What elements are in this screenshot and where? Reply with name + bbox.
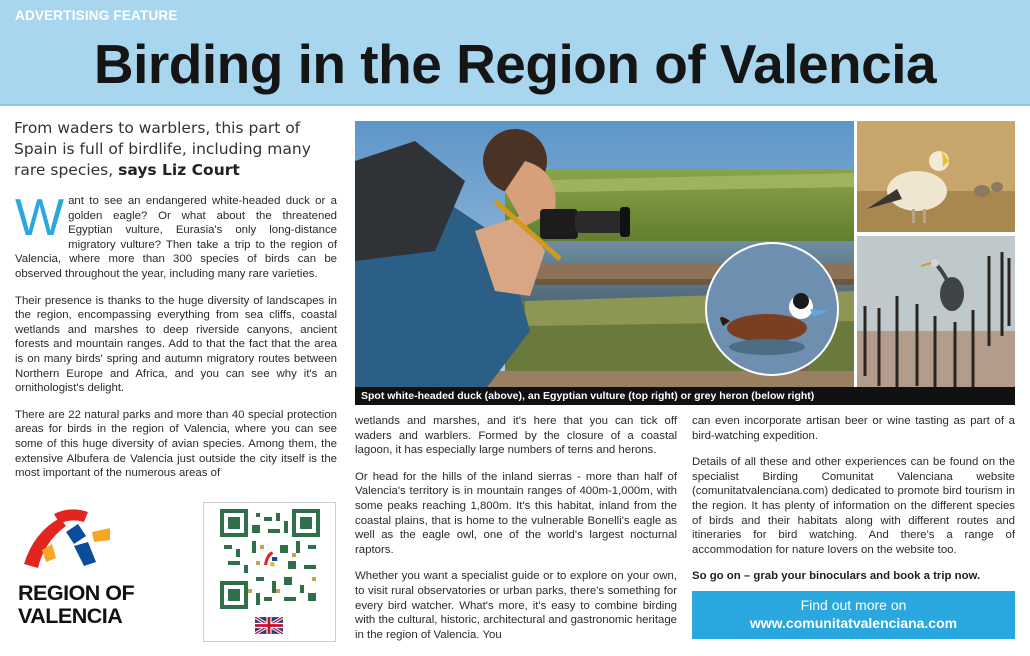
qr-code-box[interactable] (203, 502, 336, 642)
photo-egyptian-vulture (857, 121, 1015, 232)
paragraph-7: can even incorporate artisan beer or wine tasting as part of a bird-watching expedition. (692, 415, 1015, 442)
logo-line1: REGION OF (18, 581, 135, 605)
column-middle (355, 414, 677, 654)
photo-photographer (355, 121, 854, 403)
standfirst-text: From waders to warblers, this part of Spain is full of birdlife, including many rare species, (14, 119, 311, 179)
paragraph-5: Or head for the hills of the inland sierras - more than half of Valencia's territory is in mountain ranges of 400m-1,000m, with some peaks reaching 1,800m. It's this habitat, inland from the coastal plains, that is home to the vulnerable Bonelli's eagle as well as the eagle owl, one of the world's largest nocturnal raptors. (355, 470, 677, 556)
uk-flag-icon[interactable] (255, 617, 283, 634)
qr-code-icon[interactable] (220, 509, 320, 609)
paragraph-4: wetlands and marshes, and it's here that you can tick off waders and warblers. Formed by the closure of a coastal lagoon, it has especially large numbers of terns and herons. (355, 415, 677, 457)
sign-off: So go on – grab your binoculars and book a trip now. (692, 570, 981, 583)
heron-illustration (857, 236, 1015, 403)
logo-text (18, 582, 134, 628)
paragraph-3: There are 22 natural parks and more than 40 special protection areas for birds in the region of Valencia, where you can see some of this huge diversity of avian species. Among them, the extensive Albufera de Valencia just outside the city itself is the most important of the numerous areas of (15, 408, 337, 480)
logo-line2: VALENCIA (18, 604, 123, 628)
paragraph-6: Whether you want a specialist guide or to explore on your own, to visit rural observatories or urban parks, there's something for every bird watcher. What's more, it's easy to combine birding with the cultural, historic, architectural and gastronomic heritage in the region of Valencia. You (355, 570, 677, 641)
photo-caption: Spot white-headed duck (above), an Egyptian vulture (top right) or grey heron (below right) (355, 387, 1015, 405)
advertising-tag: ADVERTISING FEATURE (15, 8, 178, 23)
drop-cap: W (15, 189, 65, 247)
photo-grey-heron (857, 236, 1015, 403)
cta-line1: Find out more on (800, 597, 907, 613)
byline: says Liz Court (118, 161, 240, 179)
cta-url[interactable]: www.comunitatvalenciana.com (749, 615, 958, 631)
logo-mark-icon (14, 502, 186, 582)
vulture-illustration (857, 121, 1015, 232)
paragraph-2: Their presence is thanks to the huge diversity of landscapes in the region, encompassing everything from sea cliffs, coastal wetlands and marshes to deep riverside canyons, ancient forests and mountain ranges. Add to that the fact that the area is on many birds' spring and autumn migratory routes between Northern Europe and Africa, and you can see why it's an ornithologist's delight. (15, 294, 337, 395)
page-title: Birding in the Region of Valencia (93, 33, 937, 95)
paragraph-1: Want to see an endangered white-headed duck or a golden eagle? Or what about the threatened Egyptian vulture, Eurasia's only long-distance migratory vulture? Then take a trip to the region of Valencia, where more than 300 species of birds can be observed throughout the year, including many rare varieties. (15, 189, 337, 280)
find-out-more-banner[interactable] (692, 591, 1015, 639)
photographer-illustration (355, 121, 854, 403)
column-left (15, 189, 337, 493)
standfirst (14, 118, 344, 181)
paragraph-8: Details of all these and other experiences can be found on the specialist Birding Comunitat Valenciana website (comunitatvalenciana.com) dedicated to promote bird tourism in the region. It has plenty of information on the different species of birds and their habitats along with different routes and itineraries for bird watching. And there's a range of accommodation for nature lovers on the website too. (692, 456, 1015, 556)
column-right (692, 414, 1015, 596)
header-banner (0, 0, 1030, 106)
